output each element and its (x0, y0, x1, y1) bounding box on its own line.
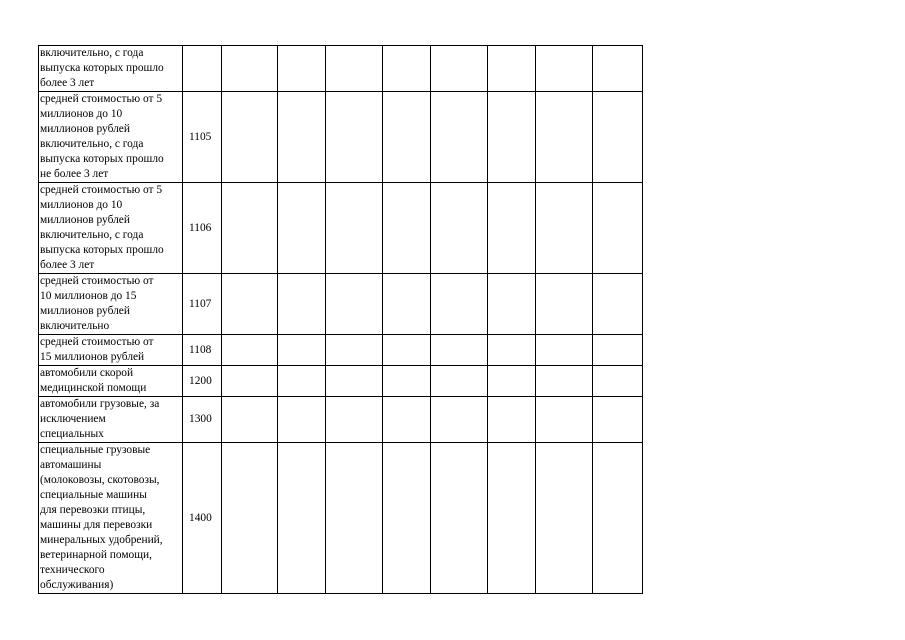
table-row (39, 397, 643, 443)
value-cell (222, 92, 278, 183)
value-cell (278, 397, 326, 443)
table-row (39, 335, 643, 366)
row-description: автомобили грузовые, за исключением специальных (39, 397, 183, 443)
value-cell (593, 366, 643, 397)
row-code: 1107 (183, 274, 222, 335)
value-cell (278, 274, 326, 335)
value-cell (278, 366, 326, 397)
value-cell (536, 443, 593, 594)
row-description: средней стоимостью от 15 миллионов рублей (39, 335, 183, 366)
value-cell (326, 335, 383, 366)
row-description: средней стоимостью от 5 миллионов до 10 миллионов рублей включительно, с года выпуска которых прошло более 3 лет (39, 183, 183, 274)
value-cell (326, 397, 383, 443)
table-row (39, 46, 643, 92)
value-cell (326, 92, 383, 183)
value-cell (536, 46, 593, 92)
row-description: специальные грузовые автомашины (молоковозы, скотовозы, специальные машины для перевозки птицы, машины для перевозки минеральных удобрений, ветеринарной помощи, технического обслуживания) (39, 443, 183, 594)
value-cell (383, 46, 431, 92)
table-row (39, 443, 643, 594)
value-cell (431, 397, 488, 443)
value-cell (222, 46, 278, 92)
value-cell (326, 183, 383, 274)
value-cell (488, 397, 536, 443)
value-cell (431, 92, 488, 183)
value-cell (431, 366, 488, 397)
value-cell (431, 46, 488, 92)
value-cell (536, 335, 593, 366)
row-code: 1200 (183, 366, 222, 397)
value-cell (431, 274, 488, 335)
value-cell (222, 443, 278, 594)
row-code: 1108 (183, 335, 222, 366)
value-cell (222, 335, 278, 366)
value-cell (488, 183, 536, 274)
row-description: автомобили скорой медицинской помощи (39, 366, 183, 397)
value-cell (593, 46, 643, 92)
row-description: средней стоимостью от 10 миллионов до 15 миллионов рублей включительно (39, 274, 183, 335)
table-row (39, 274, 643, 335)
value-cell (222, 183, 278, 274)
value-cell (383, 335, 431, 366)
value-cell (488, 366, 536, 397)
value-cell (536, 366, 593, 397)
value-cell (326, 46, 383, 92)
value-cell (488, 92, 536, 183)
value-cell (278, 92, 326, 183)
value-cell (383, 397, 431, 443)
value-cell (593, 183, 643, 274)
value-cell (383, 366, 431, 397)
value-cell (593, 443, 643, 594)
value-cell (222, 397, 278, 443)
value-cell (488, 335, 536, 366)
table-body (39, 46, 643, 594)
value-cell (536, 92, 593, 183)
value-cell (536, 397, 593, 443)
form-table (38, 45, 643, 594)
row-description: средней стоимостью от 5 миллионов до 10 миллионов рублей включительно, с года выпуска которых прошло не более 3 лет (39, 92, 183, 183)
value-cell (431, 335, 488, 366)
value-cell (278, 46, 326, 92)
value-cell (536, 274, 593, 335)
value-cell (383, 92, 431, 183)
value-cell (326, 443, 383, 594)
value-cell (593, 335, 643, 366)
value-cell (278, 335, 326, 366)
row-code (183, 46, 222, 92)
value-cell (222, 366, 278, 397)
row-code: 1105 (183, 92, 222, 183)
value-cell (326, 274, 383, 335)
value-cell (222, 274, 278, 335)
row-code: 1400 (183, 443, 222, 594)
row-code: 1300 (183, 397, 222, 443)
value-cell (488, 443, 536, 594)
value-cell (383, 274, 431, 335)
table-row (39, 366, 643, 397)
value-cell (593, 397, 643, 443)
row-description: включительно, с года выпуска которых прошло более 3 лет (39, 46, 183, 92)
value-cell (383, 443, 431, 594)
value-cell (383, 183, 431, 274)
value-cell (278, 183, 326, 274)
value-cell (593, 92, 643, 183)
value-cell (488, 46, 536, 92)
value-cell (488, 274, 536, 335)
value-cell (536, 183, 593, 274)
value-cell (326, 366, 383, 397)
table-row (39, 92, 643, 183)
value-cell (431, 443, 488, 594)
row-code: 1106 (183, 183, 222, 274)
value-cell (431, 183, 488, 274)
value-cell (593, 274, 643, 335)
table-row (39, 183, 643, 274)
value-cell (278, 443, 326, 594)
